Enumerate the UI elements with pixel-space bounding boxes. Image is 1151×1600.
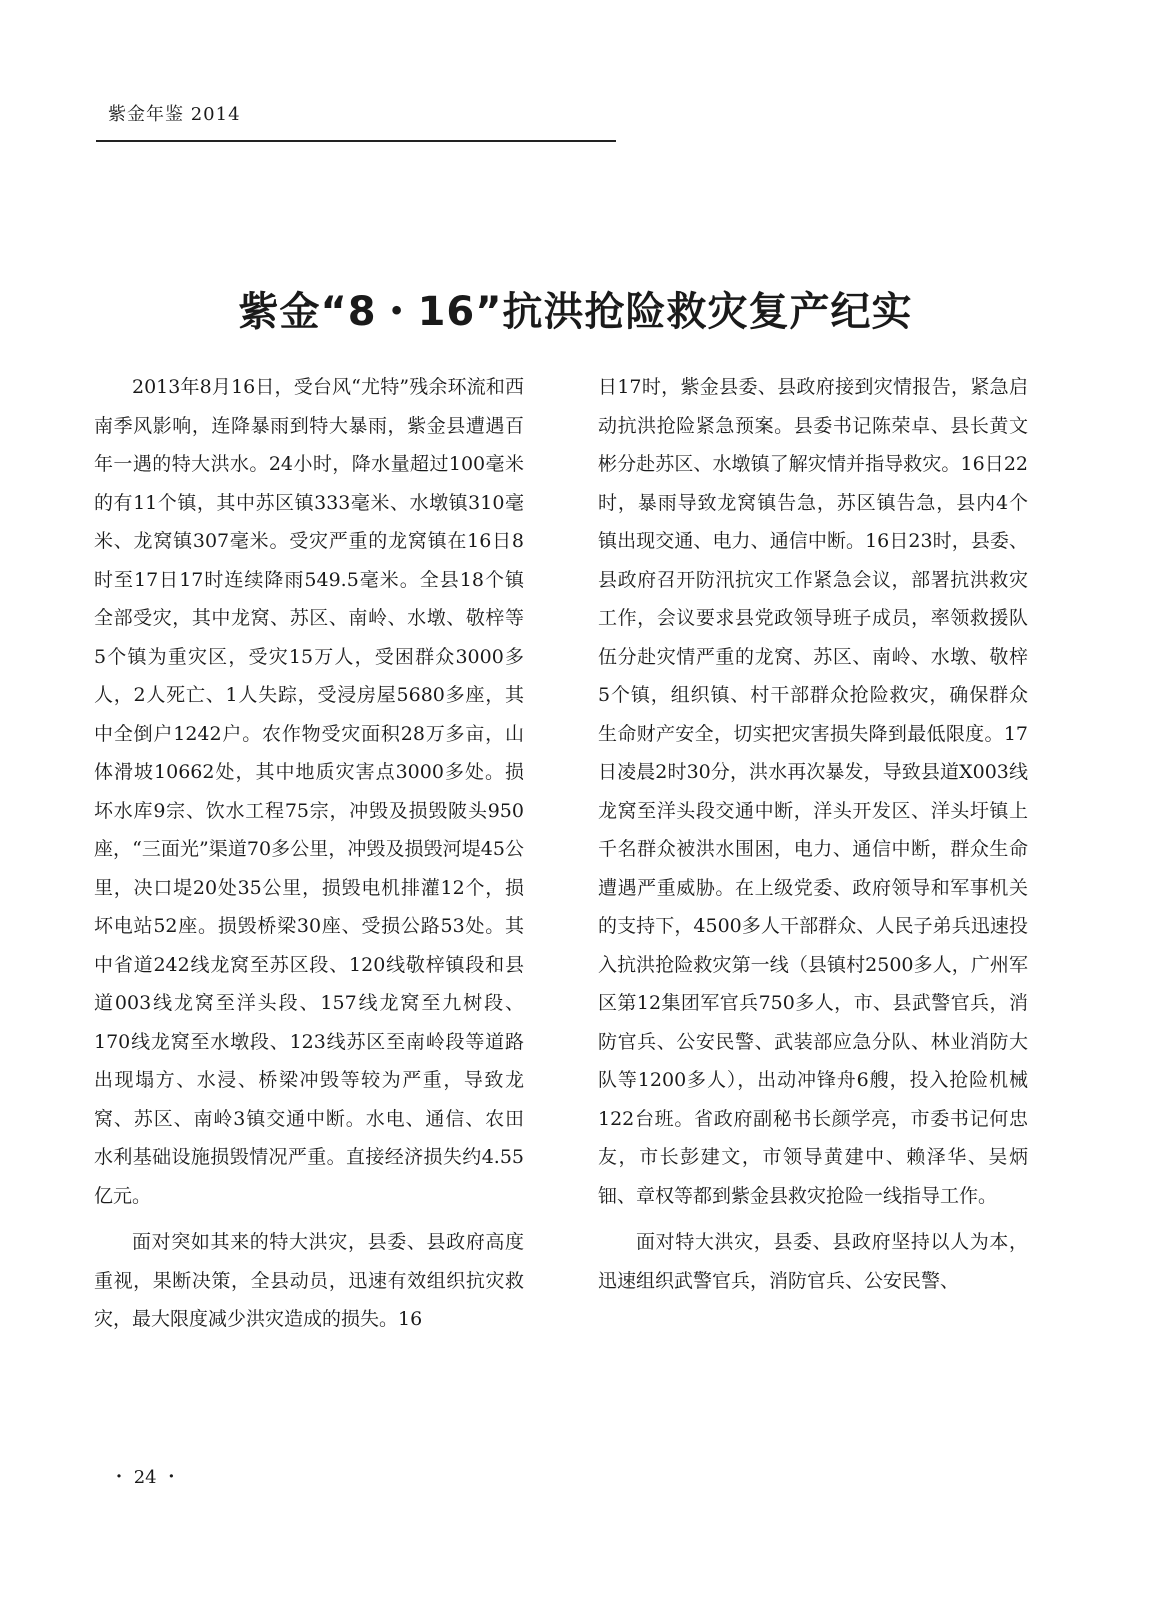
paragraph: 面对突如其来的特大洪灾，县委、县政府高度重视，果断决策，全县动员，迅速有效组织抗灾救灾，最大限度减少洪灾造成的损失。16 [94,1231,524,1330]
paragraph-continued: 日17时，紫金县委、县政府接到灾情报告，紧急启动抗洪抢险紧急预案。县委书记陈荣卓、县长黄文彬分赴苏区、水墩镇了解灾情并指导救灾。16日22时，暴雨导致龙窝镇告急，苏区镇告急，县内4个镇出现交通、电力、通信中断。16日23时，县委、县政府召开防汛抗灾工作紧急会议，部署抗洪救灾工作，会议要求县党政领导班子成员，率领救援队伍分赴灾情严重的龙窝、苏区、南岭、水墩、敬梓5个镇，组织镇、村干部群众抢险救灾，确保群众生命财产安全，切实把灾害损失降到最低限度。17日凌晨2时30分，洪水再次暴发，导致县道X003线龙窝至洋头段交通中断，洋头开发区、洋头圩镇上千名群众被洪水围困，电力、通信中断，群众生命遭遇严重威胁。在上级党委、政府领导和军事机关的支持下，4500多人干部群众、人民子弟兵迅速投入抗洪抢险救灾第一线（县镇村2500多人，广州军区第12集团军官兵750多人，市、县武警官兵，消防官兵、公安民警、武装部应急分队、林业消防大队等1200多人），出动冲锋舟6艘，投入抢险机械122台班。省政府副秘书长颜学亮，市委书记何忠友，市长彭建文，市领导黄建中、赖泽华、吴炳钿、章权等都到紫金县救灾抢险一线指导工作。 [598,376,1028,1207]
right-column [598,368,1028,1308]
running-header: 紫金年鉴 2014 [108,104,241,125]
paragraph: 面对特大洪灾，县委、县政府坚持以人为本，迅速组织武警官兵，消防官兵、公安民警、 [598,1231,1028,1292]
article-title: 紫金“8・16”抗洪抢险救灾复产纪实 [238,289,913,335]
page-number: ・ 24 ・ [110,1467,181,1488]
left-column [94,368,524,1347]
paragraph: 2013年8月16日，受台风“尤特”残余环流和西南季风影响，连降暴雨到特大暴雨，紫金县遭遇百年一遇的特大洪水。24小时，降水量超过100毫米的有11个镇，其中苏区镇333毫米、水墩镇310毫米、龙窝镇307毫米。受灾严重的龙窝镇在16日8时至17日17时连续降雨549.5毫米。全县18个镇全部受灾，其中龙窝、苏区、南岭、水墩、敬梓等5个镇为重灾区，受灾15万人，受困群众3000多人，2人死亡、1人失踪，受浸房屋5680多座，其中全倒户1242户。农作物受灾面积28万多亩，山体滑坡10662处，其中地质灾害点3000多处。损坏水库9宗、饮水工程75宗，冲毁及损毁陂头950座，“三面光”渠道70多公里，冲毁及损毁河堤45公里，决口堤20处35公里，损毁电机排灌12个，损坏电站52座。损毁桥梁30座、受损公路53处。其中省道242线龙窝至苏区段、120线敬梓镇段和县道003线龙窝至洋头段、157线龙窝至九树段、170线龙窝至水墩段、123线苏区至南岭段等道路出现塌方、水浸、桥梁冲毁等较为严重，导致龙窝、苏区、南岭3镇交通中断。水电、通信、农田水利基础设施损毁情况严重。直接经济损失约4.55亿元。 [94,376,524,1207]
header-rule [96,140,616,142]
